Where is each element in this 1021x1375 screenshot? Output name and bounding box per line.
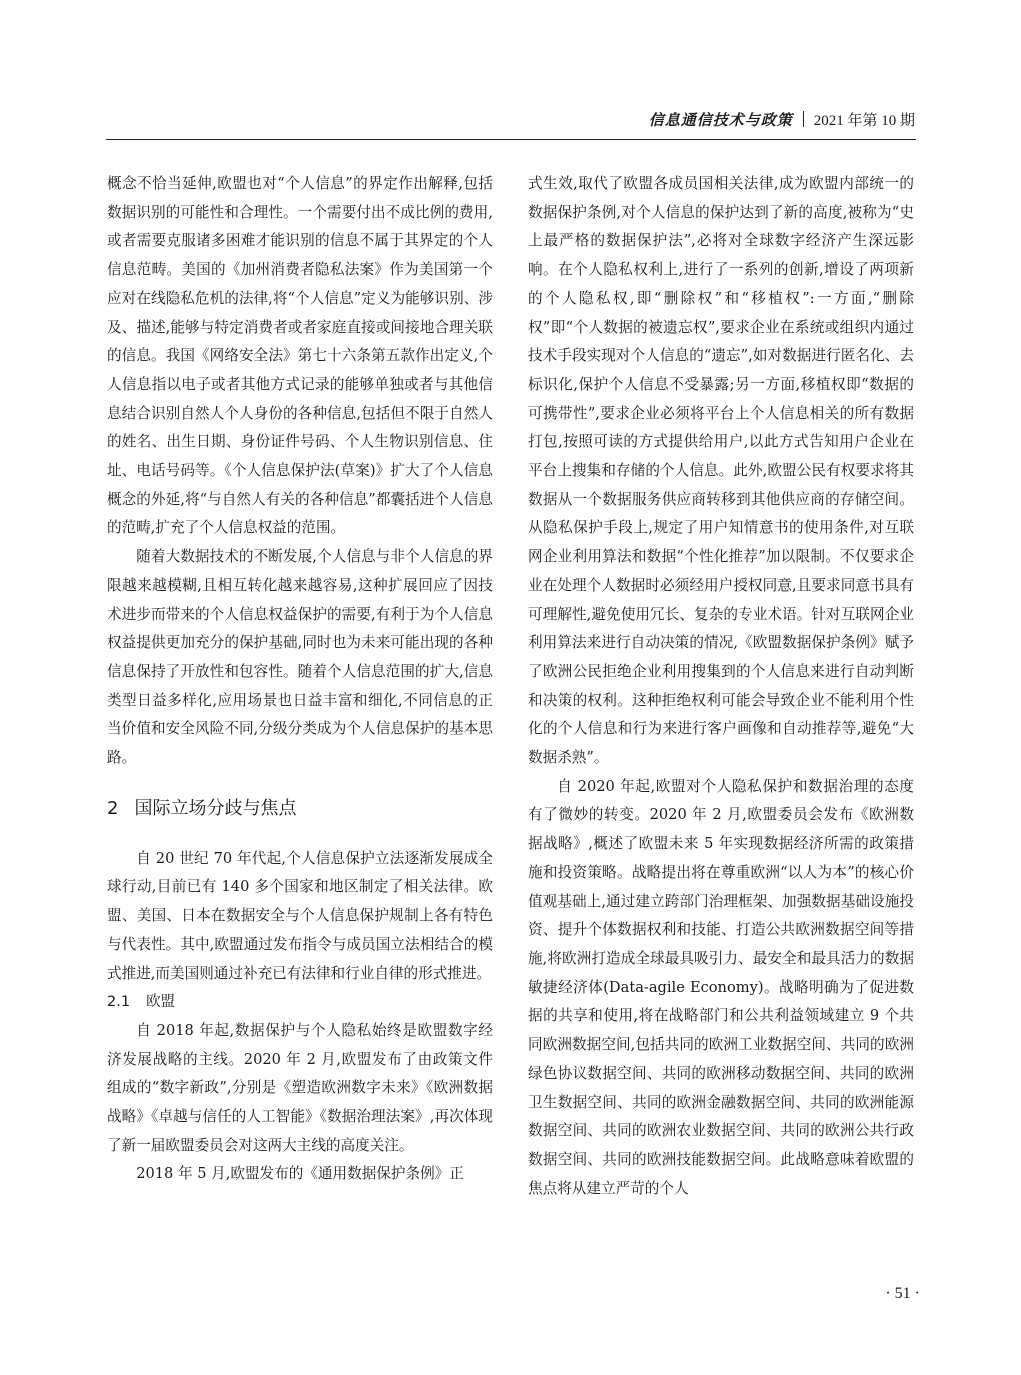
body-paragraph: 随着大数据技术的不断发展,个人信息与非个人信息的界限越来越模糊,且相互转化越来越容易,这种扩展回应了因技术进步而带来的个人信息权益保护的需要,有利于为个人信息权益提供更加充分的保护基础,同时也为未来可能出现的各种信息保持了开放性和包容性。随着个人信息范围的扩大,信息类型日益多样化,应用场景也日益丰富和细化,不同信息的正当价值和安全风险不同,分级分类成为个人信息保护的基本思路。: [107, 548, 493, 767]
body-paragraph: 自 20 世纪 70 年代起,个人信息保护立法逐渐发展成全球行动,目前已有 140 多个国家和地区制定了相关法律。欧盟、美国、日本在数据安全与个人信息保护规制上各有特色与代表性。其中,欧盟通过发布指令与成员国立法相结合的模式推进,而美国则通过补充已有法律和行业自律的形式推进。: [107, 849, 493, 982]
body-paragraph: 自 2020 年起,欧盟对个人隐私保护和数据治理的态度有了微妙的转变。2020 年 2 月,欧盟委员会发布《欧洲数据战略》,概述了欧盟未来 5 年实现数据经济所需的政策措施和投资策略。战略提出将在尊重欧洲“以人为本”的核心价值观基础上,通过建立跨部门治理框架、加强数据基础设施投资、提升个体数据权利和技能、打造公共欧洲数据空间等措施,将欧洲打造成全球最具吸引力、最安全和最具活力的数据敏捷经济体(Data-agile Economy)。战略明确为了促进数据的共享和使用,将在战略部门和公共利益领域建立 9 个共同欧洲数据空间,包括共同的欧洲工业数据空间、共同的欧洲绿色协议数据空间、共同的欧洲移动数据空间、共同的欧洲卫生数据空间、共同的欧洲金融数据空间、共同的欧洲能源数据空间、共同的欧洲农业数据空间、共同的欧洲公共行政数据空间、共同的欧洲技能数据空间。此战略意味着欧盟的焦点将从建立严苛的个人: [528, 777, 914, 1197]
body-paragraph: 式生效,取代了欧盟各成员国相关法律,成为欧盟内部统一的数据保护条例,对个人信息的保护达到了新的高度,被称为“史上最严格的数据保护法”,必将对全球数字经济产生深远影响。在个人隐私权利上,进行了一系列的创新,增设了两项新的个人隐私权,即“删除权”和“移植权”:一方面,“删除权”即“个人数据的被遗忘权”,要求企业在系统或组织内通过技术手段实现对个人信息的“遗忘”,如对数据进行匿名化、去标识化,保护个人信息不受暴露;另一方面,移植权即“数据的可携带性”,要求企业必须将平台上个人信息相关的所有数据打包,按照可读的方式提供给用户,以此方式告知用户企业在平台上搜集和存储的个人信息。此外,欧盟公民有权要求将其数据从一个数据服务供应商转移到其他供应商的存储空间。从隐私保护手段上,规定了用户知情意书的使用条件,对互联网企业利用算法和数据“个性化推荐”加以限制。不仅要求企业在处理个人数据时必须经用户授权同意,且要求同意书具有可理解性,避免使用冗长、复杂的专业术语。针对互联网企业利用算法来进行自动决策的情况,《欧盟数据保护条例》赋予了欧洲公民拒绝企业利用搜集到的个人信息来进行自动判断和决策的权利。这种拒绝权利可能会导致企业不能利用个性化的个人信息和行为来进行客户画像和自动推荐等,避免“大数据杀熟”。: [528, 175, 914, 767]
section-title: 国际立场分歧与焦点: [134, 797, 297, 819]
section-heading: [107, 789, 493, 829]
subsection-heading: [107, 988, 493, 1017]
running-header: [625, 106, 915, 132]
body-paragraph: 概念不恰当延伸,欧盟也对“个人信息”的界定作出解释,包括数据识别的可能性和合理性。一个需要付出不成比例的费用,或者需要克服诸多困难才能识别的信息不属于其界定的个人信息范畴。美国的《加州消费者隐私法案》作为美国第一个应对在线隐私危机的法律,将“个人信息”定义为能够识别、涉及、描述,能够与特定消费者或者家庭直接或间接地合理关联的信息。我国《网络安全法》第七十六条第五款作出定义,个人信息指以电子或者其他方式记录的能够单独或者与其他信息结合识别自然人个人身份的各种信息,包括但不限于自然人的姓名、出生日期、身份证件号码、个人生物识别信息、住址、电话号码等。《个人信息保护法(草案)》扩大了个人信息概念的外延,将“与自然人有关的各种信息”都囊括进个人信息的范畴,扩充了个人信息权益的范围。: [107, 175, 493, 537]
header-separator: [803, 111, 804, 127]
body-paragraph: 2018 年 5 月,欧盟发布的《通用数据保护条例》正: [136, 1165, 464, 1183]
header-rule: [106, 139, 916, 140]
page-number: · 51 ·: [885, 1285, 920, 1302]
issue-label: 2021 年第 10 期: [813, 112, 915, 129]
right-column: [528, 170, 914, 1203]
body-paragraph: 自 2018 年起,数据保护与个人隐私始终是欧盟数字经济发展战略的主线。2020 年 2 月,欧盟发布了由政策文件组成的“数字新政”,分别是《塑造欧洲数字未来》《欧洲数据战略》《卓越与信任的人工智能》《数据治理法案》,再次体现了新一届欧盟委员会对这两大主线的高度关注。: [107, 1021, 493, 1154]
subsection-number: 2.1: [107, 994, 131, 1011]
section-number: 2: [107, 797, 119, 819]
left-column: [107, 170, 493, 1189]
journal-name: 信息通信技术与政策: [648, 110, 793, 129]
subsection-title: 欧盟: [146, 994, 176, 1011]
